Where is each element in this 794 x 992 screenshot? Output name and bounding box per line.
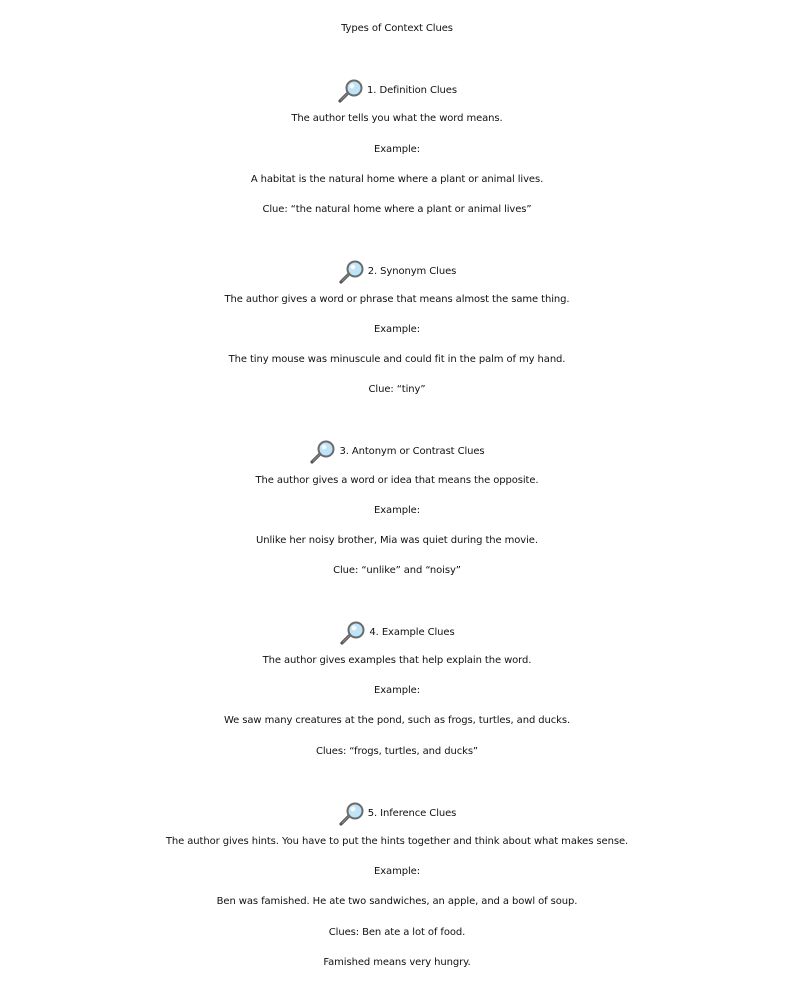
section-1-heading: 1. Definition Clues [367, 85, 457, 96]
section-1-example: A habitat is the natural home where a plant or animal lives. [250, 174, 544, 185]
section-2-example: The tiny mouse was minuscule and could fit in the palm of my hand. [228, 354, 566, 365]
section-4-heading-row [0, 621, 794, 645]
magnifying-glass-icon [339, 621, 366, 645]
section-5-example: Ben was famished. He ate two sandwiches, an apple, and a bowl of soup. [216, 896, 578, 907]
magnifying-glass-icon [338, 802, 365, 826]
magnifying-glass-icon [309, 440, 336, 464]
section-4-example-label: Example: [374, 685, 420, 696]
section-4-clue: Clues: “frogs, turtles, and ducks” [315, 746, 479, 757]
section-3-example: Unlike her noisy brother, Mia was quiet during the movie. [256, 535, 538, 546]
section-4-description: The author gives examples that help explain the word. [262, 655, 532, 666]
section-2-example-label: Example: [374, 324, 420, 335]
section-3-example-label: Example: [374, 505, 420, 516]
section-5-clue-meaning: Famished means very hungry. [323, 957, 471, 968]
section-3-heading-row [0, 440, 794, 464]
section-4-heading: 4. Example Clues [369, 627, 455, 638]
magnifying-glass-icon [338, 260, 365, 284]
section-3-heading: 3. Antonym or Contrast Clues [339, 446, 485, 457]
section-2-description: The author gives a word or phrase that means almost the same thing. [224, 294, 570, 305]
section-1-description: The author tells you what the word means. [291, 113, 503, 124]
section-1-heading-row [0, 79, 794, 103]
section-1-clue: Clue: “the natural home where a plant or animal lives” [262, 204, 532, 215]
section-5-heading-row [0, 802, 794, 826]
page-title: Types of Context Clues [341, 23, 453, 34]
section-3-clue: Clue: “unlike” and “noisy” [333, 565, 461, 576]
section-5-description: The author gives hints. You have to put the hints together and think about what makes sense. [165, 836, 629, 847]
section-4-example: We saw many creatures at the pond, such as frogs, turtles, and ducks. [223, 715, 571, 726]
section-2-clue: Clue: “tiny” [368, 384, 426, 395]
section-2-heading-row [0, 260, 794, 284]
section-5-heading: 5. Inference Clues [367, 808, 457, 819]
magnifying-glass-icon [337, 79, 364, 103]
section-1-example-label: Example: [374, 144, 420, 155]
section-5-example-label: Example: [374, 866, 420, 877]
section-2-heading: 2. Synonym Clues [367, 266, 457, 277]
section-5-clue: Clues: Ben ate a lot of food. [328, 927, 466, 938]
section-3-description: The author gives a word or idea that means the opposite. [255, 475, 539, 486]
